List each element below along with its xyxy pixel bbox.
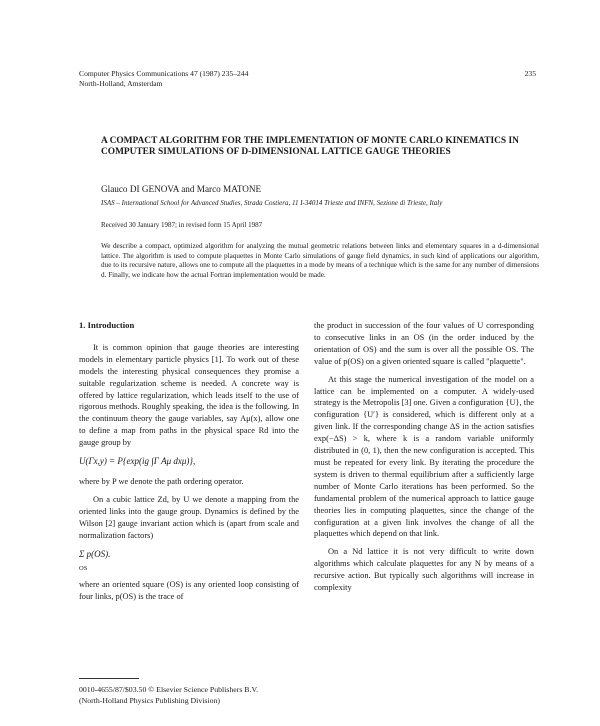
paragraph: the product in succession of the four values of U corresponding to consecutive links in an OS (in the order induced by the orientation of OS) and the sum is over all the possible OS. The value of p(OS) on a given oriented square is called "plaquette". [314, 321, 534, 366]
equation-sum: Σ p(OS). [79, 548, 111, 559]
paragraph: where by P we denote the path ordering operator. [79, 477, 244, 487]
footer-rule [79, 678, 139, 679]
copyright-footer [79, 684, 258, 706]
equation: U(Γx,y) = P{exp(ig ∫Γ Aμ dxμ)}, [79, 456, 196, 467]
footer-line-2: (North-Holland Physics Publishing Division) [79, 696, 220, 705]
journal-line-2: North-Holland, Amsterdam [79, 79, 163, 88]
equation-subscript: OS [79, 564, 88, 572]
page-number: 235 [524, 69, 536, 78]
paragraph: where an oriented square (OS) is any oriented loop consisting of four links, p(OS) is the trace of [79, 579, 299, 601]
paragraph: On a Nd lattice it is not very difficult to write down algorithms which calculate plaquettes for any N by means of a recursive action. But typically such algorithms will increase in complexity [314, 547, 534, 593]
authors: Glauco DI GENOVA and Marco MATONE [101, 184, 262, 194]
article-title: A COMPACT ALGORITHM FOR THE IMPLEMENTATION OF MONTE CARLO KINEMATICS IN COMPUTER SIMULATIONS OF D-DIMENSIONAL LATTICE GAUGE THEORIES [101, 136, 519, 157]
section-heading: 1. Introduction [79, 320, 135, 330]
paragraph: It is common opinion that gauge theories are interesting models in elementary particle physics [1]. To work out of these models the interesting physical consequences they promise a suitable regularization scheme is needed. A concrete way is offered by lattice regularization, which leads itself to the use of rigorous methods. Roughly speaking, the idea is the following. In the continuum theory the gauge variables, say Aμ(x), allow one to define a map from paths in the physical space Rd into the gauge group by [79, 342, 299, 448]
equation [79, 548, 299, 575]
journal-citation [79, 69, 248, 89]
left-column [79, 320, 299, 608]
received-date: Received 30 January 1987; in revised form 15 April 1987 [101, 221, 263, 229]
journal-line-1: Computer Physics Communications 47 (1987) 235–244 [79, 69, 249, 78]
paragraph: On a cubic lattice Zd, by U we denote a mapping from the oriented links into the gauge group. Dynamics is defined by the Wilson [2] gauge invariant action which is (apart from scale and normalization factors) [79, 494, 299, 540]
abstract: We describe a compact, optimized algorithm for analyzing the mutual geometric relations between links and elementary squares in a d-dimensional lattice. The algorithm is used to compute plaquettes in Monte Carlo simulations of gauge field dynamics, in such kind of applications our algorithm, due to its recursive nature, allows one to compute all the plaquettes in a mode by means of a technique which is the same for any number of dimensions d. Finally, we indicate how the actual Fortran implementation would be made. [101, 242, 539, 279]
right-column [314, 320, 534, 600]
paragraph: At this stage the numerical investigation of the model on a lattice can be implemented on a computer. A widely-used strategy is the Metropolis [3] one. Given a configuration {U}, the configuration {U′} is considered, which is different only at a given link. If the corresponding change ΔS in the action satisfies exp(−ΔS) > k, where k is a random variable uniformly distributed in (0, 1), then the new configuration is accepted. This must be repeated for every link. By iterating the procedure the system is driven to thermal equilibrium after a sufficiently large number of Monte Carlo iterations has been performed. So the fundamental problem of the numerical approach to lattice gauge theories lies in computing plaquettes, since the change of the configuration at a given link involves the change of all the plaquettes which depend on that link. [314, 374, 534, 539]
footer-line-1: 0010-4655/87/$03.50 © Elsevier Science Publishers B.V. [79, 685, 259, 694]
affiliation: ISAS – International School for Advanced Studies, Strada Costiera, 11 I-34014 Trieste and INFN, Sezione di Trieste, Italy [101, 199, 443, 207]
